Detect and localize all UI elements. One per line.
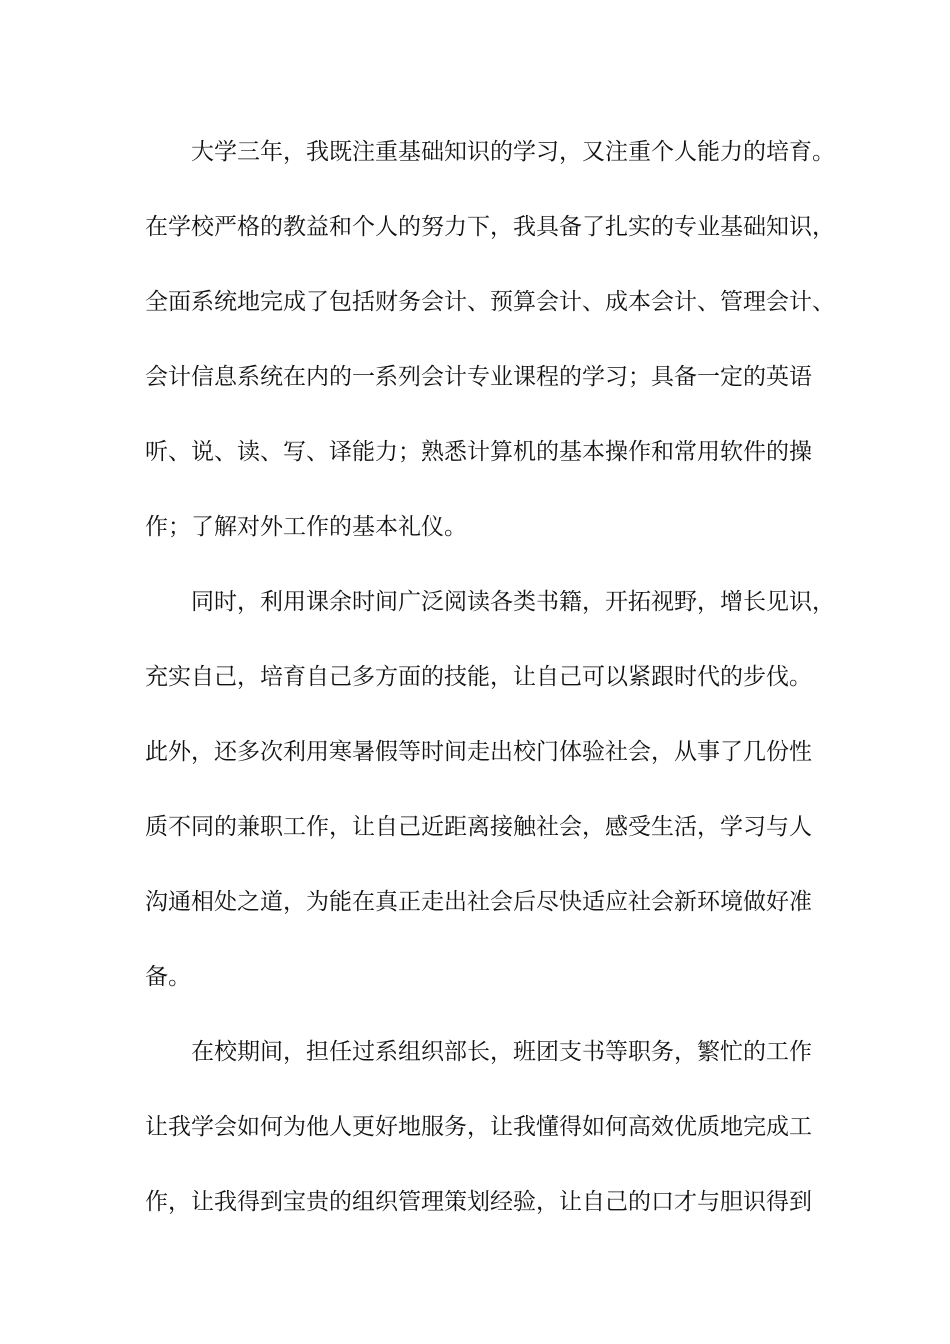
body-text [145,127,835,1252]
paragraph-1-line-6: 作；了解对外工作的基本礼仪。 [145,514,467,540]
paragraph-1-line-1: 大学三年，我既注重基础知识的学习，又注重个人能力的培育。 [191,139,835,165]
paragraph-1-line-5: 听、说、读、写、译能力；熟悉计算机的基本操作和常用软件的操 [145,439,812,465]
paragraph-2-line-5: 沟通相处之道，为能在真正走出社会后尽快适应社会新环境做好准 [145,889,812,915]
paragraph-1-line-3: 全面系统地完成了包括财务会计、预算会计、成本会计、管理会计、 [145,289,835,315]
paragraph-2-line-6: 备。 [145,964,191,990]
paragraph-1-line-4: 会计信息系统在内的一系列会计专业课程的学习；具备一定的英语 [145,364,812,390]
paragraph-3-line-3: 作，让我得到宝贵的组织管理策划经验，让自己的口才与胆识得到 [145,1189,812,1215]
paragraph-1-line-2: 在学校严格的教益和个人的努力下，我具备了扎实的专业基础知识， [145,214,835,240]
paragraph-3-line-1: 在校期间，担任过系组织部长，班团支书等职务，繁忙的工作 [191,1039,812,1065]
paragraph-2-line-2: 充实自己，培育自己多方面的技能，让自己可以紧跟时代的步伐。 [145,664,812,690]
paragraph-2-line-3: 此外，还多次利用寒暑假等时间走出校门体验社会，从事了几份性 [145,739,812,765]
paragraph-2-line-4: 质不同的兼职工作，让自己近距离接触社会，感受生活，学习与人 [145,814,812,840]
paragraph-3-line-2: 让我学会如何为他人更好地服务，让我懂得如何高效优质地完成工 [145,1114,812,1140]
paragraph-2-line-1: 同时，利用课余时间广泛阅读各类书籍，开拓视野，增长见识， [191,589,835,615]
